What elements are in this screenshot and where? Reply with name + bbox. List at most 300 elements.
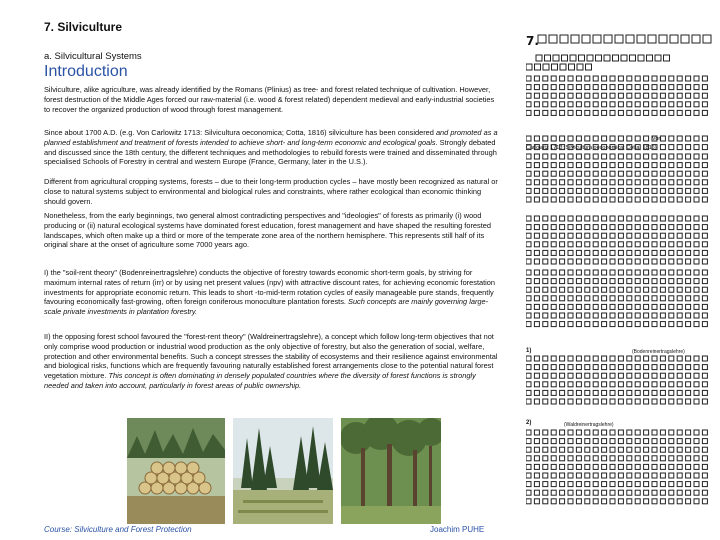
- missing-glyph: [551, 447, 556, 452]
- missing-glyph: [560, 85, 565, 90]
- missing-glyph: [644, 399, 649, 404]
- missing-glyph: [652, 102, 657, 107]
- missing-glyph: [660, 439, 665, 444]
- missing-glyph: [526, 313, 531, 318]
- missing-glyph: [534, 456, 539, 461]
- missing-glyph: [677, 322, 682, 327]
- missing-glyph: [694, 154, 699, 159]
- missing-glyph: [593, 482, 598, 487]
- missing-glyph: [543, 216, 548, 221]
- missing-glyph: [660, 482, 665, 487]
- missing-glyph: [644, 365, 649, 370]
- missing-glyph: [610, 296, 615, 301]
- missing-glyph: [702, 279, 707, 284]
- missing-glyph: [593, 464, 598, 469]
- missing-glyph: [551, 250, 556, 255]
- missing-glyph: [677, 296, 682, 301]
- missing-glyph: [660, 382, 665, 387]
- missing-glyph: [669, 322, 674, 327]
- missing-glyph: [694, 296, 699, 301]
- missing-glyph: [543, 136, 548, 141]
- missing-glyph: [593, 154, 598, 159]
- missing-glyph: [593, 279, 598, 284]
- missing-glyph: [618, 490, 623, 495]
- missing-glyph: [526, 163, 531, 168]
- missing-glyph: [526, 490, 531, 495]
- missing-glyph: [602, 171, 607, 176]
- missing-glyph: [534, 250, 539, 255]
- missing-glyph: [677, 490, 682, 495]
- missing-glyph: [551, 279, 556, 284]
- missing-glyph: [576, 304, 581, 309]
- missing-glyph: [677, 180, 682, 185]
- missing-glyph: [627, 373, 632, 378]
- missing-glyph: [585, 439, 590, 444]
- missing-glyph: [694, 85, 699, 90]
- missing-glyph: [627, 287, 632, 292]
- missing-glyph: [627, 464, 632, 469]
- missing-glyph: [560, 304, 565, 309]
- missing-glyph: [610, 216, 615, 221]
- missing-glyph: [534, 430, 539, 435]
- missing-glyph: [568, 296, 573, 301]
- missing-glyph: [568, 464, 573, 469]
- missing-glyph: [618, 373, 623, 378]
- missing-glyph: [536, 55, 542, 61]
- missing-glyph: [694, 250, 699, 255]
- missing-glyph: [576, 216, 581, 221]
- missing-glyph: [551, 242, 556, 247]
- missing-glyph: [660, 473, 665, 478]
- missing-glyph: [686, 313, 691, 318]
- paragraph-6: [44, 332, 500, 391]
- missing-glyph: [702, 197, 707, 202]
- missing-glyph: [644, 304, 649, 309]
- missing-glyph: [602, 482, 607, 487]
- missing-glyph: [644, 356, 649, 361]
- missing-glyph: [576, 399, 581, 404]
- missing-glyph: [585, 136, 590, 141]
- missing-glyph: [644, 188, 649, 193]
- missing-glyph: [593, 136, 598, 141]
- missing-glyph: [677, 365, 682, 370]
- missing-glyph: [585, 473, 590, 478]
- missing-glyph: [644, 270, 649, 275]
- missing-glyph: [593, 296, 598, 301]
- missing-glyph: [618, 163, 623, 168]
- missing-glyph: [686, 154, 691, 159]
- missing-glyph: [610, 136, 615, 141]
- missing-glyph: [585, 365, 590, 370]
- missing-glyph: [644, 136, 649, 141]
- missing-glyph: [602, 356, 607, 361]
- missing-glyph: [694, 499, 699, 504]
- missing-glyph: [585, 287, 590, 292]
- missing-glyph: [568, 76, 573, 81]
- missing-glyph: [647, 55, 653, 61]
- missing-glyph: [593, 399, 598, 404]
- missing-glyph: [568, 447, 573, 452]
- forest-clearing-photo: [233, 418, 333, 524]
- missing-glyph: [618, 430, 623, 435]
- missing-glyph: [585, 373, 590, 378]
- missing-glyph: [602, 365, 607, 370]
- missing-glyph: [568, 180, 573, 185]
- missing-glyph: [669, 259, 674, 264]
- missing-glyph: [702, 287, 707, 292]
- missing-glyph: [526, 296, 531, 301]
- missing-glyph: [568, 250, 573, 255]
- missing-glyph: [534, 233, 539, 238]
- missing-glyph: [593, 373, 598, 378]
- paragraph-4: Nonetheless, from the early beginnings, two general almost contradicting perspectives and "ideologies" of forests as primarily (i) wood producing or (ii) natural ecological systems have dominated forest education, forest management and have shaped the resulting forested landscapes, which often make up a third or more of the temperate zone area of the northern hemisphere. This represents still half of its original share at the onset of agriculture some 7000 years ago.: [44, 211, 491, 250]
- missing-glyph: [560, 188, 565, 193]
- missing-glyph: [694, 197, 699, 202]
- missing-glyph: [635, 439, 640, 444]
- missing-glyph: [543, 64, 549, 70]
- missing-glyph: [585, 390, 590, 395]
- missing-glyph: [568, 313, 573, 318]
- missing-glyph: [669, 154, 674, 159]
- missing-glyph: [627, 390, 632, 395]
- missing-glyph: [627, 356, 632, 361]
- missing-glyph: [635, 313, 640, 318]
- right-p5-prefix: 1): [526, 348, 532, 354]
- missing-glyph: [610, 197, 615, 202]
- missing-glyph: [702, 473, 707, 478]
- missing-glyph: [602, 110, 607, 115]
- missing-glyph: [551, 136, 556, 141]
- missing-glyph: [593, 225, 598, 230]
- missing-glyph: [635, 242, 640, 247]
- missing-glyph: [652, 233, 657, 238]
- missing-glyph: [560, 390, 565, 395]
- missing-glyph: [534, 356, 539, 361]
- missing-glyph: [576, 93, 581, 98]
- missing-glyph: [568, 233, 573, 238]
- missing-glyph: [686, 464, 691, 469]
- missing-glyph: [652, 216, 657, 221]
- missing-glyph: [602, 499, 607, 504]
- missing-glyph: [593, 216, 598, 221]
- missing-glyph: [702, 233, 707, 238]
- missing-glyph: [576, 85, 581, 90]
- missing-glyph: [652, 490, 657, 495]
- missing-glyph: [635, 473, 640, 478]
- missing-glyph: [551, 322, 556, 327]
- missing-glyph: [576, 382, 581, 387]
- missing-glyph: [610, 225, 615, 230]
- missing-glyph: [602, 93, 607, 98]
- missing-glyph: [560, 313, 565, 318]
- missing-glyph: [534, 296, 539, 301]
- missing-glyph: [635, 447, 640, 452]
- missing-glyph: [543, 464, 548, 469]
- missing-glyph: [576, 365, 581, 370]
- paragraph-6-text-a: II) the opposing forest school favoured the "forest-rent theory" (Waldreinertragslehre), a concept which follow long-term objectives that not only comprise wood production or industrial wood production as the only objective of forestry, but also the generation of social, welfare, protection and other environmental benefits. Such a concept stresses the stability of ecosystems and their resilience against environmental and biological risks, functions which are frequently favouring naturally established forest arrangements close to the potential natural forest vegetation mixture.: [44, 332, 498, 381]
- missing-glyph: [694, 356, 699, 361]
- missing-glyph: [585, 296, 590, 301]
- missing-glyph: [686, 382, 691, 387]
- missing-glyph: [635, 136, 640, 141]
- missing-glyph: [560, 250, 565, 255]
- missing-glyph: [560, 233, 565, 238]
- missing-glyph: [534, 313, 539, 318]
- missing-glyph: [652, 225, 657, 230]
- missing-glyph: [534, 180, 539, 185]
- missing-glyph: [610, 76, 615, 81]
- missing-glyph: [644, 287, 649, 292]
- missing-glyph: [677, 197, 682, 202]
- missing-glyph: [585, 279, 590, 284]
- missing-glyph: [551, 296, 556, 301]
- missing-glyph: [602, 313, 607, 318]
- missing-glyph: [610, 171, 615, 176]
- missing-glyph: [534, 85, 539, 90]
- missing-glyph: [593, 365, 598, 370]
- missing-glyph: [593, 473, 598, 478]
- missing-glyph: [543, 322, 548, 327]
- missing-glyph: [551, 365, 556, 370]
- missing-glyph: [602, 447, 607, 452]
- missing-glyph: [602, 382, 607, 387]
- missing-glyph: [702, 447, 707, 452]
- missing-glyph: [576, 430, 581, 435]
- missing-glyph: [593, 356, 598, 361]
- missing-glyph: [694, 365, 699, 370]
- missing-glyph: [602, 225, 607, 230]
- missing-glyph: [644, 242, 649, 247]
- missing-glyph: [610, 93, 615, 98]
- missing-glyph: [576, 197, 581, 202]
- missing-glyph: [602, 85, 607, 90]
- missing-glyph: [694, 259, 699, 264]
- missing-glyph: [602, 490, 607, 495]
- missing-glyph: [543, 259, 548, 264]
- missing-glyph: [593, 287, 598, 292]
- missing-glyph: [526, 365, 531, 370]
- missing-glyph: [618, 216, 623, 221]
- missing-glyph: [526, 464, 531, 469]
- missing-glyph: [534, 76, 539, 81]
- missing-glyph: [526, 225, 531, 230]
- missing-glyph: [585, 171, 590, 176]
- missing-glyph: [593, 242, 598, 247]
- missing-glyph: [686, 197, 691, 202]
- missing-glyph: [610, 456, 615, 461]
- missing-glyph: [627, 259, 632, 264]
- missing-glyph: [627, 456, 632, 461]
- missing-glyph: [677, 287, 682, 292]
- missing-glyph: [526, 456, 531, 461]
- paragraph-5-italic: Such concepts are mainly governing large-scale private investments in plantation forestry.: [44, 297, 489, 317]
- missing-glyph: [652, 482, 657, 487]
- missing-glyph: [526, 270, 531, 275]
- missing-glyph: [526, 85, 531, 90]
- missing-glyph: [694, 216, 699, 221]
- missing-glyph: [526, 390, 531, 395]
- missing-glyph: [610, 102, 615, 107]
- missing-glyph: [560, 93, 565, 98]
- missing-glyph: [585, 482, 590, 487]
- missing-glyph: [543, 171, 548, 176]
- missing-glyph: [593, 439, 598, 444]
- missing-glyph: [652, 373, 657, 378]
- missing-glyph: [618, 171, 623, 176]
- missing-glyph: [644, 171, 649, 176]
- missing-glyph: [644, 216, 649, 221]
- missing-glyph: [538, 35, 546, 43]
- missing-glyph: [568, 242, 573, 247]
- missing-glyph: [560, 76, 565, 81]
- missing-glyph: [669, 85, 674, 90]
- missing-glyph: [551, 76, 556, 81]
- missing-glyph: [602, 180, 607, 185]
- missing-glyph: [660, 76, 665, 81]
- missing-glyph: [652, 456, 657, 461]
- missing-glyph: [677, 447, 682, 452]
- missing-glyph: [635, 197, 640, 202]
- missing-glyph: [551, 163, 556, 168]
- missing-glyph: [702, 313, 707, 318]
- missing-glyph: [686, 250, 691, 255]
- missing-glyph: [560, 430, 565, 435]
- missing-glyph: [627, 270, 632, 275]
- missing-glyph: [660, 197, 665, 202]
- missing-glyph: [534, 171, 539, 176]
- missing-glyph: [669, 473, 674, 478]
- missing-glyph: [526, 154, 531, 159]
- missing-glyph: [560, 154, 565, 159]
- missing-glyph: [644, 85, 649, 90]
- missing-glyph: [585, 188, 590, 193]
- missing-glyph: [652, 365, 657, 370]
- missing-glyph: [660, 145, 665, 150]
- missing-glyph: [702, 296, 707, 301]
- missing-glyph: [543, 225, 548, 230]
- missing-glyph: [627, 399, 632, 404]
- missing-glyph: [551, 482, 556, 487]
- missing-glyph: [610, 304, 615, 309]
- missing-glyph: [593, 304, 598, 309]
- missing-glyph: [551, 85, 556, 90]
- missing-glyph: [618, 356, 623, 361]
- missing-glyph: [585, 197, 590, 202]
- missing-glyph: [694, 322, 699, 327]
- missing-glyph: [560, 439, 565, 444]
- missing-glyph: [576, 490, 581, 495]
- missing-glyph: [626, 35, 634, 43]
- missing-glyph: [652, 399, 657, 404]
- missing-glyph: [568, 356, 573, 361]
- missing-glyph: [652, 180, 657, 185]
- missing-glyph: [568, 499, 573, 504]
- missing-glyph: [586, 64, 592, 70]
- missing-glyph: [686, 322, 691, 327]
- missing-glyph: [669, 499, 674, 504]
- missing-glyph: [552, 64, 558, 70]
- missing-glyph: [610, 85, 615, 90]
- missing-glyph: [602, 250, 607, 255]
- missing-glyph: [652, 93, 657, 98]
- missing-glyph: [618, 304, 623, 309]
- missing-glyph: [585, 154, 590, 159]
- missing-glyph: [576, 482, 581, 487]
- missing-glyph: [644, 499, 649, 504]
- missing-glyph: [652, 356, 657, 361]
- missing-glyph: [669, 287, 674, 292]
- missing-glyph: [610, 188, 615, 193]
- missing-glyph: [669, 110, 674, 115]
- missing-glyph: [602, 296, 607, 301]
- missing-glyph: [551, 93, 556, 98]
- missing-glyph: [694, 102, 699, 107]
- missing-glyph: [644, 447, 649, 452]
- missing-glyph: [602, 399, 607, 404]
- missing-glyph: [660, 250, 665, 255]
- missing-glyph: [602, 270, 607, 275]
- missing-glyph: [585, 163, 590, 168]
- missing-glyph: [644, 464, 649, 469]
- missing-glyph: [677, 270, 682, 275]
- missing-glyph: [686, 171, 691, 176]
- missing-glyph: [534, 225, 539, 230]
- missing-glyph: [543, 447, 548, 452]
- missing-glyph: [534, 216, 539, 221]
- paragraph-3: Different from agricultural cropping systems, forests – due to their long-term production cycles – have mostly been recognized as natural or close to natural systems subject to environmental and biological rules and constraints, where rather ecological than economic thinking should govern.: [44, 177, 498, 206]
- missing-glyph: [652, 390, 657, 395]
- missing-glyph: [669, 456, 674, 461]
- missing-glyph: [618, 85, 623, 90]
- missing-glyph: [669, 163, 674, 168]
- missing-glyph: [635, 373, 640, 378]
- missing-glyph: [702, 259, 707, 264]
- missing-glyph: [702, 499, 707, 504]
- missing-glyph: [644, 296, 649, 301]
- missing-glyph: [568, 279, 573, 284]
- missing-glyph: [660, 154, 665, 159]
- missing-glyph: [694, 447, 699, 452]
- missing-glyph: [543, 390, 548, 395]
- missing-glyph: [534, 390, 539, 395]
- missing-glyph: [627, 136, 632, 141]
- missing-glyph: [593, 163, 598, 168]
- missing-glyph: [560, 464, 565, 469]
- missing-glyph: [627, 197, 632, 202]
- missing-glyph: [635, 499, 640, 504]
- missing-glyph: [644, 197, 649, 202]
- missing-glyph: [576, 313, 581, 318]
- missing-glyph: [652, 439, 657, 444]
- missing-glyph: [652, 188, 657, 193]
- missing-glyph: [534, 473, 539, 478]
- missing-glyph: [702, 154, 707, 159]
- missing-glyph: [543, 279, 548, 284]
- missing-glyph: [602, 136, 607, 141]
- missing-glyph: [602, 279, 607, 284]
- missing-glyph: [560, 399, 565, 404]
- missing-glyph: [543, 242, 548, 247]
- missing-glyph: [543, 313, 548, 318]
- missing-glyph: [686, 136, 691, 141]
- missing-glyph: [585, 490, 590, 495]
- missing-glyph: [694, 382, 699, 387]
- missing-glyph: [568, 399, 573, 404]
- missing-glyph: [669, 304, 674, 309]
- missing-glyph: [593, 499, 598, 504]
- missing-glyph: [551, 373, 556, 378]
- missing-glyph: [568, 490, 573, 495]
